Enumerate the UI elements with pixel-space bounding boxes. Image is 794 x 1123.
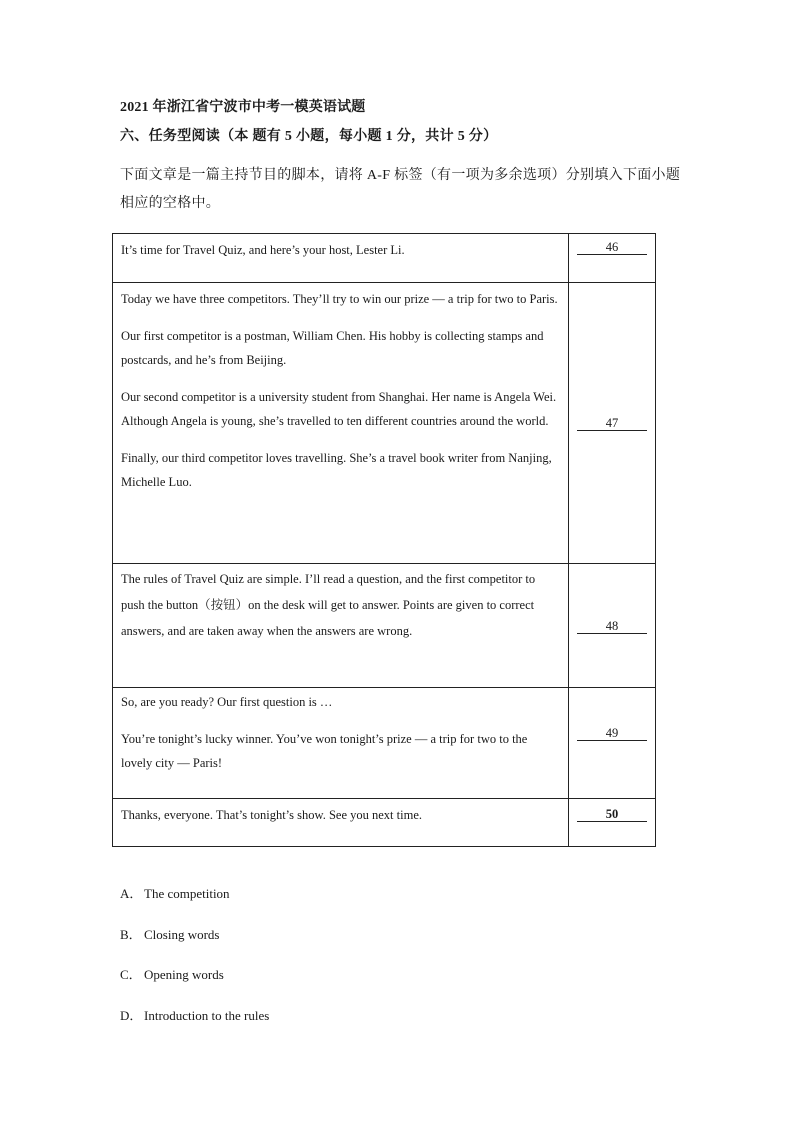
script-paragraph: Our first competitor is a postman, William Chen. His hobby is collecting stamps and postcards, and he’s from Beijing. — [121, 329, 544, 367]
option-text: Closing words — [144, 926, 220, 942]
answer-blank-47[interactable]: 47 — [577, 416, 647, 431]
option-c — [120, 965, 269, 1006]
exam-title: 2021 年浙江省宁波市中考一模英语试题 — [120, 100, 366, 115]
script-cell — [113, 564, 569, 688]
option-d — [120, 1006, 269, 1047]
script-table — [112, 233, 656, 847]
table-row — [113, 283, 656, 564]
option-b — [120, 925, 269, 966]
answer-blank-46[interactable]: 46 — [577, 240, 647, 255]
option-letter: A． — [120, 886, 143, 901]
option-letter: B． — [120, 926, 142, 942]
table-row — [113, 799, 656, 847]
script-paragraph: Finally, our third competitor loves travelling. She’s a travel book writer from Nanjing, Michelle Luo. — [121, 451, 552, 489]
table-row — [113, 564, 656, 688]
script-paragraph: Thanks, everyone. That’s tonight’s show. See you next time. — [121, 808, 422, 822]
option-text: Opening words — [144, 967, 224, 982]
script-cell — [113, 283, 569, 564]
script-paragraph: Today we have three competitors. They’ll try to win our prize — a trip for two to Paris. — [121, 292, 558, 306]
script-cell — [113, 234, 569, 283]
option-letter: C． — [120, 967, 142, 982]
section-heading: 六、任务型阅读（本 题有 5 小题，每小题 1 分，共计 5 分） — [120, 129, 498, 144]
option-text: Introduction to the rules — [144, 1007, 270, 1023]
script-paragraph: You’re tonight’s lucky winner. You’ve won tonight’s prize — a trip for two to the lovely city — Paris! — [121, 732, 528, 770]
script-paragraph: So, are you ready? Our first question is … — [121, 695, 333, 709]
answer-cell — [569, 688, 656, 799]
table-row — [113, 688, 656, 799]
answer-cell — [569, 564, 656, 688]
script-paragraph: Our second competitor is a university student from Shanghai. Her name is Angela Wei. Although Angela is young, she’s travelled to ten different countries around the world. — [121, 390, 557, 428]
script-paragraph: It’s time for Travel Quiz, and here’s your host, Lester Li. — [121, 243, 405, 257]
answer-cell — [569, 799, 656, 847]
option-a — [120, 884, 269, 925]
table-row — [113, 234, 656, 283]
answer-cell — [569, 283, 656, 564]
answer-cell — [569, 234, 656, 283]
script-cell — [113, 688, 569, 799]
answer-blank-48[interactable]: 48 — [577, 619, 647, 634]
instructions: 下面文章是一篇主持节目的脚本，请将 A-F 标签（有一项为多余选项）分别填入下面小题相应的空格中。 — [120, 168, 681, 211]
options-list — [120, 884, 269, 1046]
script-paragraph: The rules of Travel Quiz are simple. I’ll read a question, and the first competitor to push the button（按钮）on the desk will get to answer. Points are given to correct answers, and are taken away when the answers are wrong. — [121, 572, 536, 638]
option-text: The competition — [144, 886, 230, 901]
option-letter: D． — [120, 1007, 143, 1023]
script-cell — [113, 799, 569, 847]
answer-blank-50[interactable]: 50 — [577, 807, 647, 822]
answer-blank-49[interactable]: 49 — [577, 726, 647, 741]
